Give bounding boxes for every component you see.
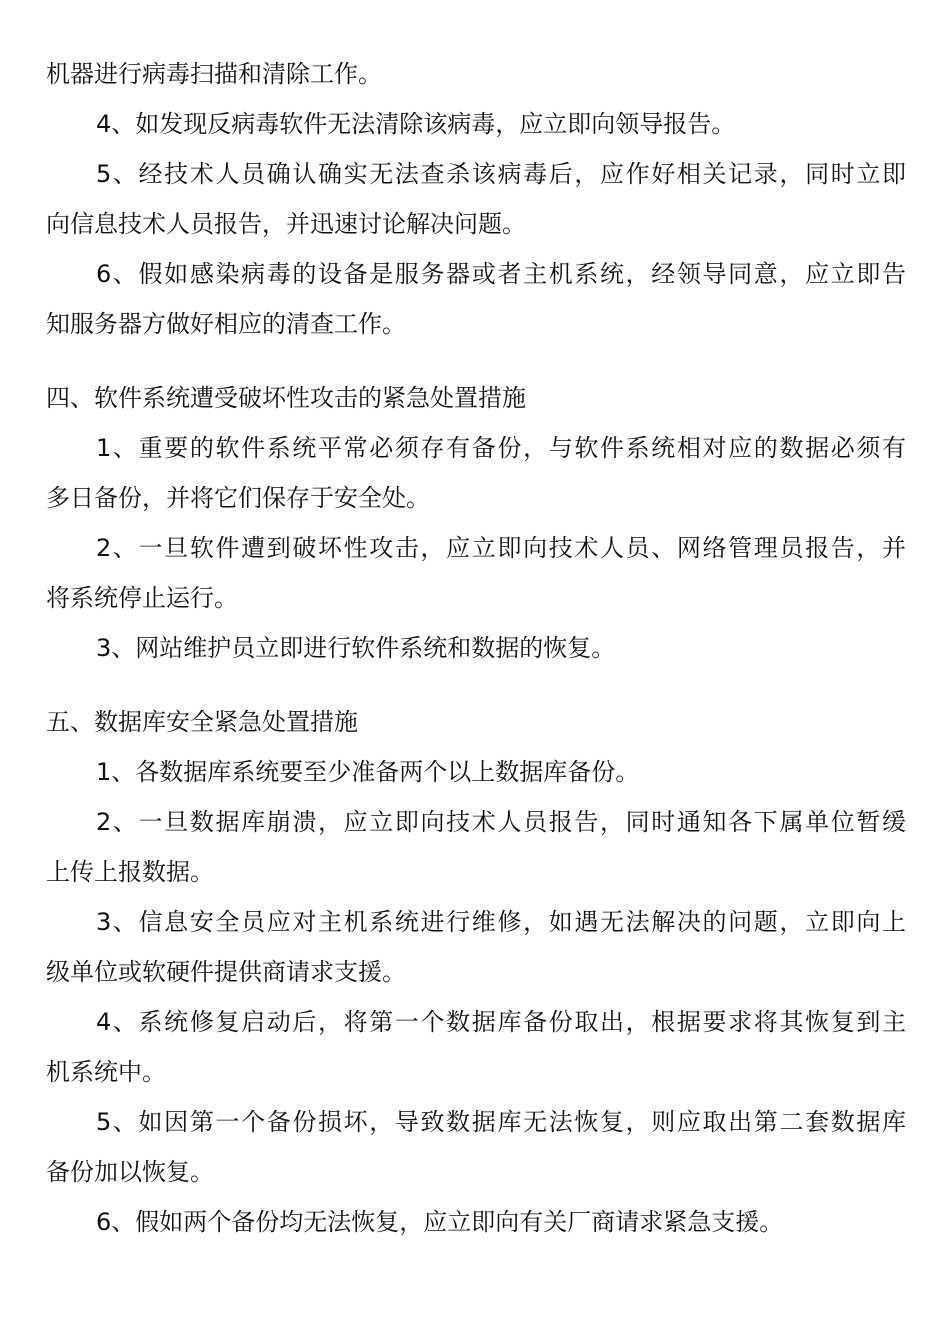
- paragraph-line: 上传上报数据。: [46, 858, 214, 886]
- list-item-line: 5、经技术人员确认确实无法查杀该病毒后，应作好相关记录，同时立即: [96, 160, 906, 188]
- list-item-line: 4、系统修复启动后，将第一个数据库备份取出，根据要求将其恢复到主: [96, 1008, 906, 1036]
- list-item-line: 3、信息安全员应对主机系统进行维修，如遇无法解决的问题，立即向上: [96, 908, 906, 936]
- list-item-line: 1、重要的软件系统平常必须存有备份，与软件系统相对应的数据必须有: [96, 434, 906, 462]
- section-heading: 五、数据库安全紧急处置措施: [46, 708, 358, 736]
- paragraph-line: 知服务器方做好相应的清查工作。: [46, 310, 406, 338]
- paragraph-line: 向信息技术人员报告，并迅速讨论解决问题。: [46, 210, 526, 238]
- list-item-line: 5、如因第一个备份损坏，导致数据库无法恢复，则应取出第二套数据库: [96, 1108, 906, 1136]
- list-item-line: 2、一旦软件遭到破坏性攻击，应立即向技术人员、网络管理员报告，并: [96, 534, 906, 562]
- paragraph-line: 机器进行病毒扫描和清除工作。: [46, 60, 382, 88]
- list-item-line: 6、假如感染病毒的设备是服务器或者主机系统，经领导同意，应立即告: [96, 260, 906, 288]
- paragraph-line: 多日备份，并将它们保存于安全处。: [46, 484, 430, 512]
- list-item-line: 2、一旦数据库崩溃，应立即向技术人员报告，同时通知各下属单位暂缓: [96, 808, 906, 836]
- list-item-line: 6、假如两个备份均无法恢复，应立即向有关厂商请求紧急支援。: [96, 1208, 784, 1236]
- list-item-line: 1、各数据库系统要至少准备两个以上数据库备份。: [96, 758, 640, 786]
- paragraph-line: 将系统停止运行。: [46, 584, 238, 612]
- section-heading: 四、软件系统遭受破坏性攻击的紧急处置措施: [46, 384, 526, 412]
- paragraph-line: 机系统中。: [46, 1058, 166, 1086]
- paragraph-line: 备份加以恢复。: [46, 1158, 214, 1186]
- list-item-line: 4、如发现反病毒软件无法清除该病毒，应立即向领导报告。: [96, 110, 736, 138]
- list-item-line: 3、网站维护员立即进行软件系统和数据的恢复。: [96, 634, 616, 662]
- paragraph-line: 级单位或软硬件提供商请求支援。: [46, 958, 406, 986]
